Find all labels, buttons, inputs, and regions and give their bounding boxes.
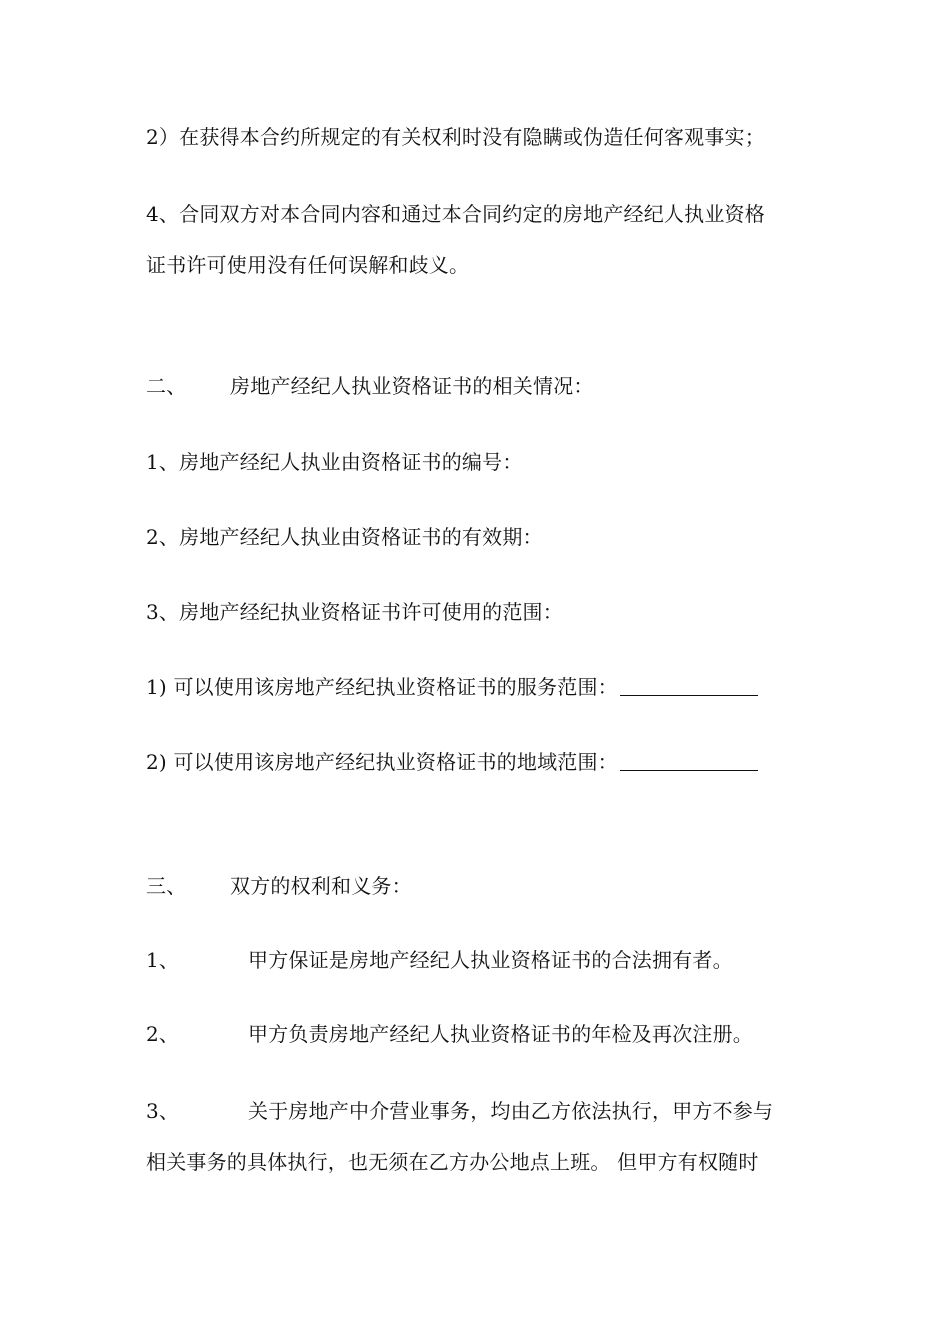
clause-text: 3、房地产经纪执业资格证书许可使用的范围： (146, 600, 563, 624)
clause-line (146, 523, 543, 551)
section-number: 二、 (146, 374, 187, 398)
clause-text: 甲方负责房地产经纪人执业资格证书的年检及再次注册。 (248, 1022, 753, 1046)
fill-in-line (146, 673, 758, 701)
clause-number: 2、 (146, 1022, 180, 1046)
fill-in-line (146, 748, 758, 776)
clause-line (146, 946, 733, 974)
blank-field[interactable] (620, 750, 758, 771)
clause-text: 1、房地产经纪人执业由资格证书的编号： (146, 450, 523, 474)
blank-field[interactable] (620, 675, 758, 696)
section-title: 双方的权利和义务： (230, 874, 412, 898)
clause-text: 1) 可以使用该房地产经纪执业资格证书的服务范围： (146, 675, 618, 699)
clause-line (146, 598, 563, 626)
clause-text: 甲方保证是房地产经纪人执业资格证书的合法拥有者。 (248, 948, 733, 972)
clause-line (146, 1148, 759, 1176)
section-number: 三、 (146, 874, 187, 898)
clause-line (146, 123, 765, 151)
clause-text: 证书许可使用没有任何误解和歧义。 (146, 253, 470, 277)
clause-text: 2）在获得本合约所规定的有关权利时没有隐瞒或伪造任何客观事实； (146, 125, 765, 149)
section-heading (146, 372, 594, 400)
clause-text: 关于房地产中介营业事务，均由乙方依法执行，甲方不参与 (248, 1099, 774, 1123)
clause-line (146, 1020, 753, 1048)
clause-number: 1、 (146, 948, 180, 972)
clause-line (146, 1097, 773, 1125)
clause-text: 2) 可以使用该房地产经纪执业资格证书的地域范围： (146, 750, 618, 774)
clause-number: 3、 (146, 1099, 180, 1123)
clause-text: 2、房地产经纪人执业由资格证书的有效期： (146, 525, 543, 549)
clause-line (146, 448, 523, 476)
clause-text: 相关事务的具体执行，也无须在乙方办公地点上班。 但甲方有权随时 (146, 1150, 759, 1174)
clause-text: 4、合同双方对本合同内容和通过本合同约定的房地产经纪人执业资格 (146, 202, 765, 226)
section-title: 房地产经纪人执业资格证书的相关情况： (230, 374, 594, 398)
clause-line (146, 251, 469, 279)
clause-line (146, 200, 765, 228)
section-heading (146, 872, 412, 900)
